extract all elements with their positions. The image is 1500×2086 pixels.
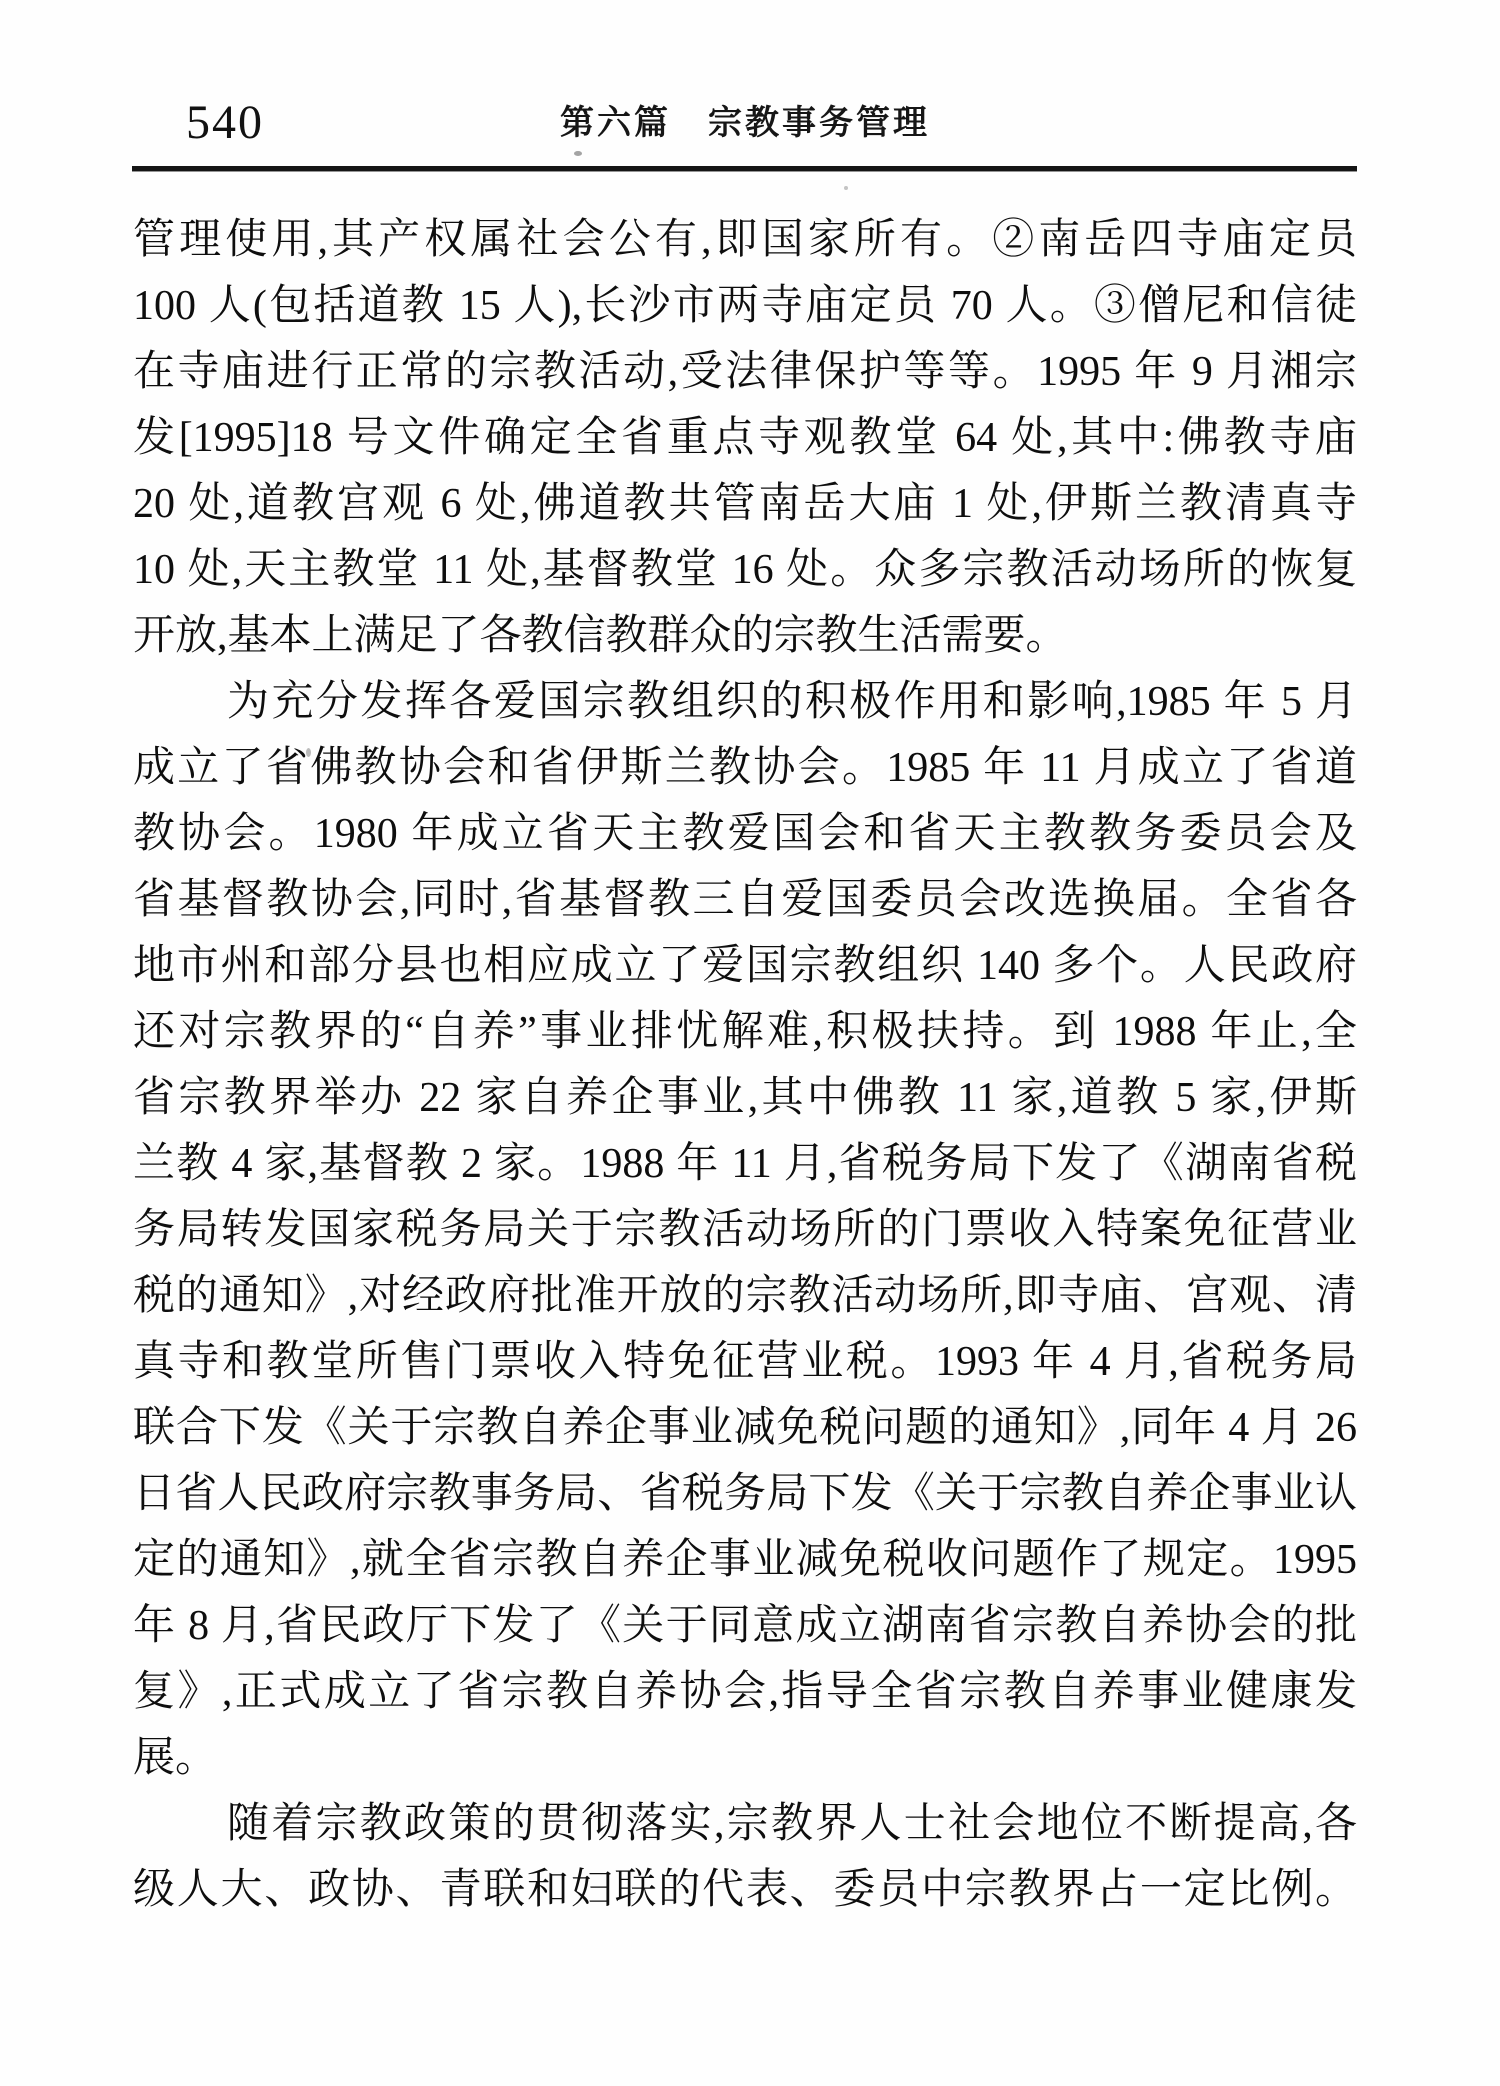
text-line: 定的通知》,就全省宗教自养企事业减免税收问题作了规定。1995 (133, 1537, 1357, 1583)
text-line: 兰教 4 家,基督教 2 家。1988 年 11 月,省税务局下发了《湖南省税 (133, 1141, 1357, 1187)
text-line: 日省人民政府宗教事务局、省税务局下发《关于宗教自养企事业认 (133, 1471, 1357, 1517)
text-line: 省基督教协会,同时,省基督教三自爱国委员会改选换届。全省各 (133, 877, 1357, 923)
scan-speck (844, 186, 848, 190)
text-line: 在寺庙进行正常的宗教活动,受法律保护等等。1995 年 9 月湘宗 (133, 349, 1357, 395)
text-line: 20 处,道教宫观 6 处,佛道教共管南岳大庙 1 处,伊斯兰教清真寺 (133, 481, 1357, 527)
text-line: 100 人(包括道教 15 人),长沙市两寺庙定员 70 人。③僧尼和信徒 (133, 283, 1357, 329)
text-line: 联合下发《关于宗教自养企事业减免税问题的通知》,同年 4 月 26 (133, 1405, 1357, 1451)
text-line: 随着宗教政策的贯彻落实,宗教界人士社会地位不断提高,各 (227, 1801, 1357, 1847)
text-line: 10 处,天主教堂 11 处,基督教堂 16 处。众多宗教活动场所的恢复 (133, 547, 1357, 593)
header-rule (132, 166, 1357, 171)
text-line: 复》,正式成立了省宗教自养协会,指导全省宗教自养事业健康发 (133, 1669, 1357, 1715)
text-line: 教协会。1980 年成立省天主教爱国会和省天主教教务委员会及 (133, 811, 1357, 857)
page-number: 540 (186, 96, 264, 149)
text-line: 级人大、政协、青联和妇联的代表、委员中宗教界占一定比例。 (133, 1867, 1357, 1913)
text-line: 发[1995]18 号文件确定全省重点寺观教堂 64 处,其中:佛教寺庙 (133, 415, 1357, 461)
text-line: 为充分发挥各爱国宗教组织的积极作用和影响,1985 年 5 月 (227, 679, 1357, 725)
scan-speck (306, 748, 311, 757)
text-line: 务局转发国家税务局关于宗教活动场所的门票收入特案免征营业 (133, 1207, 1357, 1253)
text-line: 省宗教界举办 22 家自养企事业,其中佛教 11 家,道教 5 家,伊斯 (133, 1075, 1357, 1121)
text-line: 地市州和部分县也相应成立了爱国宗教组织 140 多个。人民政府 (133, 943, 1357, 989)
text-line: 还对宗教界的“自养”事业排忧解难,积极扶持。到 1988 年止,全 (133, 1009, 1357, 1055)
text-line: 管理使用,其产权属社会公有,即国家所有。②南岳四寺庙定员 (133, 217, 1357, 263)
running-title: 第六篇 宗教事务管理 (560, 105, 930, 142)
text-line: 年 8 月,省民政厅下发了《关于同意成立湖南省宗教自养协会的批 (133, 1603, 1357, 1649)
text-line: 税的通知》,对经政府批准开放的宗教活动场所,即寺庙、宫观、清 (133, 1273, 1357, 1319)
scan-speck (574, 151, 582, 156)
text-line: 展。 (133, 1735, 218, 1781)
text-block (133, 207, 1357, 1923)
text-line: 真寺和教堂所售门票收入特免征营业税。1993 年 4 月,省税务局 (133, 1339, 1357, 1385)
text-line: 成立了省佛教协会和省伊斯兰教协会。1985 年 11 月成立了省道 (133, 745, 1357, 791)
text-line: 开放,基本上满足了各教信教群众的宗教生活需要。 (133, 613, 1068, 659)
